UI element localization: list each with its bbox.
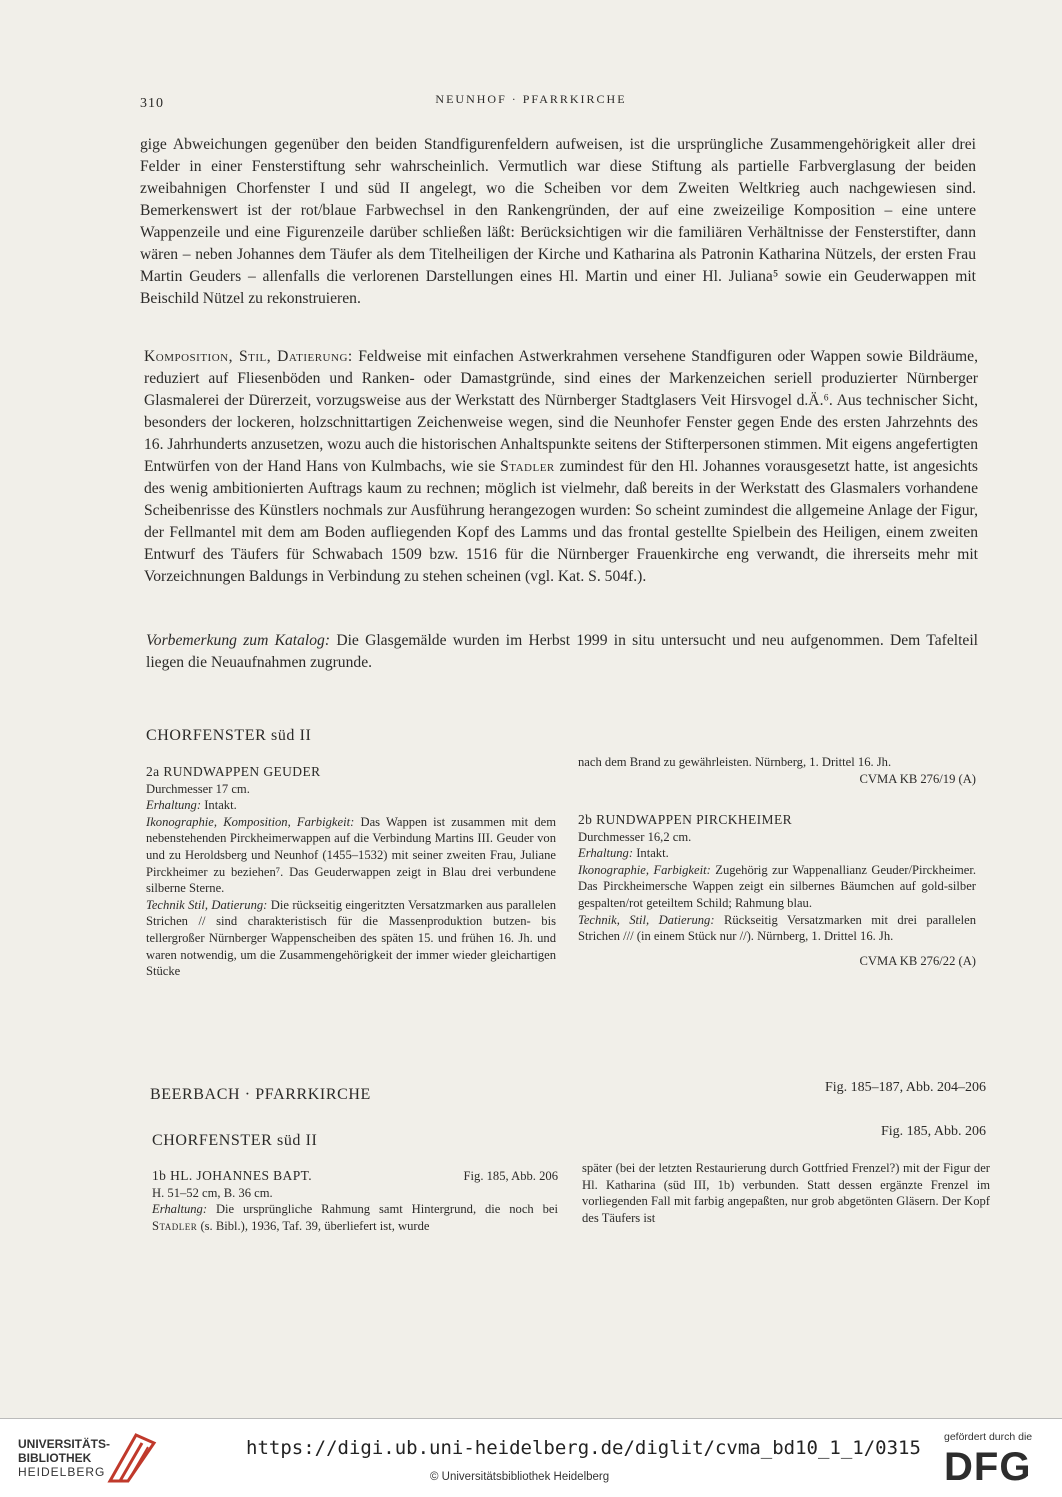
library-line-2: BIBLIOTHEK xyxy=(18,1451,92,1465)
stadler-name: Stadler xyxy=(500,458,555,475)
beerbach-figs: Fig. 185–187, Abb. 204–206 xyxy=(824,1080,986,1095)
section-heading-chorfenster: CHORFENSTER süd II xyxy=(146,727,312,744)
entry-2b-technik: Technik, Stil, Datierung: Rückseitig Versatzmarken mit drei parallelen Strichen /// (in einem Stück nur //). Nürnberg, 1. Drittel 16. Jh. xyxy=(578,912,977,944)
intro-paragraph: gige Abweichungen gegenüber den beiden Standfigurenfeldern aufweisen, ist die ursprüngliche Zusammengehörigkeit aller drei Felder in einer Fensterstiftung sehr wahrscheinlich. Vermutlich war diese Stiftung als partielle Farbverglasung der beiden zweibahnigen Chorfenster I und süd II angelegt, wo die Scheiben vor dem Zweiten Weltkrieg auch nachgewiesen sind. Bemerkenswert ist der rot/blaue Farbwechsel in den Rankengründen, der auf eine zweizeilige Komposition – eine untere Wappenzeile und eine Figurenzeile darüber schließen läßt: Berücksichtigen wir die familiären Verhältnisse der Fensterstifter, dann wären – neben Johannes dem Täufer als dem Titelheiligen der Kirche und Katharina als Patronin Katharina Nützels, der ersten Frau Martin Geuders – allenfalls die verlorenen Darstellungen eines Hl. Martin und einer Hl. Juliana⁵ sowie ein Geuderwappen mit Beischild Nützel zu rekonstruieren. xyxy=(140,136,976,307)
permalink-url[interactable]: https://digi.ub.uni-heidelberg.de/diglit/cvma_bd10_1_1/0315 xyxy=(246,1437,921,1459)
entry-2a-erhaltung: Erhaltung: Intakt. xyxy=(146,798,237,813)
library-emblem-icon xyxy=(106,1429,158,1485)
entry-2a-size: Durchmesser 17 cm. xyxy=(146,781,250,796)
entry-1b-figs: Fig. 185, Abb. 206 xyxy=(463,1169,558,1183)
entry-1b-size: H. 51–52 cm, B. 36 cm. xyxy=(152,1185,273,1200)
entry-2b-ref: CVMA KB 276/22 (A) xyxy=(859,953,976,968)
footer-bar xyxy=(0,1418,1062,1497)
entry-2b-ikonographie: Ikonographie, Farbigkeit: Zugehörig zur Wappenallianz Geuder/Pirckheimer. Das Pirckheimersche Wappen zeigt ein silbernes Bäumchen auf gold-silber gespalten/rot geteiltem Schild; Rahmung blau. xyxy=(578,862,976,910)
stadler-name-2: Stadler xyxy=(152,1218,198,1233)
entry-2a-technik: Technik Stil, Datierung: Die rückseitig eingeritzten Versatzmarken aus parallelen Strichen // sind charakteristisch für die Massenproduktion butzen- bis tellergroßer Nürnberger Wappenscheiben des späten 15. und frühen 16. Jh. und waren notwendig, um die Zusammengehörigkeit der immer wieder gleichartigen Stücke xyxy=(146,897,556,979)
heading-beerbach: BEERBACH · PFARRKIRCHE xyxy=(150,1086,371,1103)
library-line-1: UNIVERSITÄTS- xyxy=(18,1437,111,1451)
entry-2b-erhaltung: Erhaltung: Intakt. xyxy=(578,846,669,861)
entry-2a-continuation xyxy=(578,754,976,787)
running-head: NEUNHOF · PFARRKIRCHE xyxy=(435,92,627,106)
vorbemerkung-text: Die Glasgemälde wurden im Herbst 1999 in situ untersucht und neu aufgenommen. Dem Tafelteil liegen die Neuaufnahmen zugrunde. xyxy=(146,632,978,671)
entry-2b-size: Durchmesser 16,2 cm. xyxy=(578,829,692,844)
entry-2b xyxy=(578,812,976,969)
library-line-3: HEIDELBERG xyxy=(18,1465,106,1479)
vorbemerkung-label: Vorbemerkung zum Katalog: xyxy=(146,632,331,649)
komposition-text-2: zumindest für den Hl. Johannes vorausgesetzt hatte, ist angesichts des wenig ambitionierten Auftrags kaum zu rechnen; möglich ist vielmehr, daß bereits in der Werkstatt des Glasmalers vorhandene Scheibenrisse des Künstlers nochmals zur Ausführung herangezogen wurden: So scheint zumindest die allgemeine Anlage der Figur, der Fellmantel mit dem am Boden aufliegenden Kopf des Lamms und das frontal gestellte Spielbein des Heiligen, einem zweiten Entwurf des Täufers für Schwabach 1509 bzw. 1516 für die Nürnberger Frauenkirche eng verwandt, die ihrerseits mehr mit Vorzeichnungen Baldungs in Verbindung zu stehen scheinen (vgl. Kat. S. 504f.). xyxy=(144,458,978,585)
section2-figs: Fig. 185, Abb. 206 xyxy=(880,1124,986,1139)
vorbemerkung-paragraph xyxy=(146,630,978,674)
funding-label: gefördert durch die xyxy=(944,1431,1033,1443)
entry-2a-cont-text: nach dem Brand zu gewährleisten. Nürnberg, 1. Drittel 16. Jh. xyxy=(578,755,892,769)
entry-2a-ref: CVMA KB 276/19 (A) xyxy=(859,771,976,786)
komposition-paragraph xyxy=(144,346,978,588)
entry-1b-erhaltung: Erhaltung: Die ursprüngliche Rahmung samt Hintergrund, die noch bei Stadler (s. Bibl.), 1936, Taf. 39, überliefert ist, wurde xyxy=(152,1202,558,1233)
entry-2a xyxy=(146,764,556,980)
library-logo[interactable] xyxy=(18,1437,110,1479)
dfg-logo[interactable]: DFG xyxy=(944,1445,1032,1489)
section-heading-chorfenster-2: CHORFENSTER süd II xyxy=(152,1132,318,1149)
entry-2b-title: 2b RUNDWAPPEN PIRCKHEIMER xyxy=(578,812,793,827)
entry-1b xyxy=(152,1168,558,1234)
entry-1b-title: 1b HL. JOHANNES BAPT. xyxy=(152,1168,313,1183)
komposition-label: Komposition, Stil, Datierung: xyxy=(144,348,353,365)
page-number: 310 xyxy=(140,96,164,111)
komposition-text: Feldweise mit einfachen Astwerkrahmen versehene Standfiguren oder Wappen sowie Bildräume, reduziert auf Fliesenböden und Ranken- oder Damastgründe, sind eines der Markenzeichen seriell produzierter Nürnberger Glasmalerei der Dürerzeit, vorzugsweise aus der Werkstatt des Nürnberger Stadtglasers Veit Hirsvogel d.Ä.⁶. Aus technischer Sicht, besonders der lockeren, holzschnittartigen Zeichenweise wegen, sind die Neunhofer Fenster gegen Ende des ersten Jahrzehnts des 16. Jahrhunderts anzusetzen, wozu auch die historischen Anhaltspunkte seitens der Stifterpersonen stimmen. Mit eigens angefertigten Entwürfen von der Hand Hans von Kulmbachs, wie sie xyxy=(144,348,978,475)
entry-2a-title: 2a RUNDWAPPEN GEUDER xyxy=(146,764,321,779)
entry-2a-ikonographie: Ikonographie, Komposition, Farbigkeit: Das Wappen ist zusammen mit dem nebenstehenden Pirckheimerwappen auf die Verbindung Martins III. Geuder von und zu Heroldsberg und Neunhof (1455–1532) mit seiner zweiten Frau, Juliane Pirckheimer zu beziehen⁷. Das Geuderwappen zeigt in Blau drei verbundene silberne Sterne. xyxy=(146,814,556,896)
copyright-text: © Universitätsbibliothek Heidelberg xyxy=(430,1471,610,1483)
entry-1b-continuation: später (bei der letzten Restaurierung durch Gottfried Frenzel?) mit der Figur der Hl. Katharina (süd III, 1b) verbunden. Statt dessen ergänzte Frenzel im vorliegenden Fall mit farbig angepaßten, nur grob abgetönten Gläsern. Der Kopf des Täufers ist xyxy=(582,1161,990,1225)
